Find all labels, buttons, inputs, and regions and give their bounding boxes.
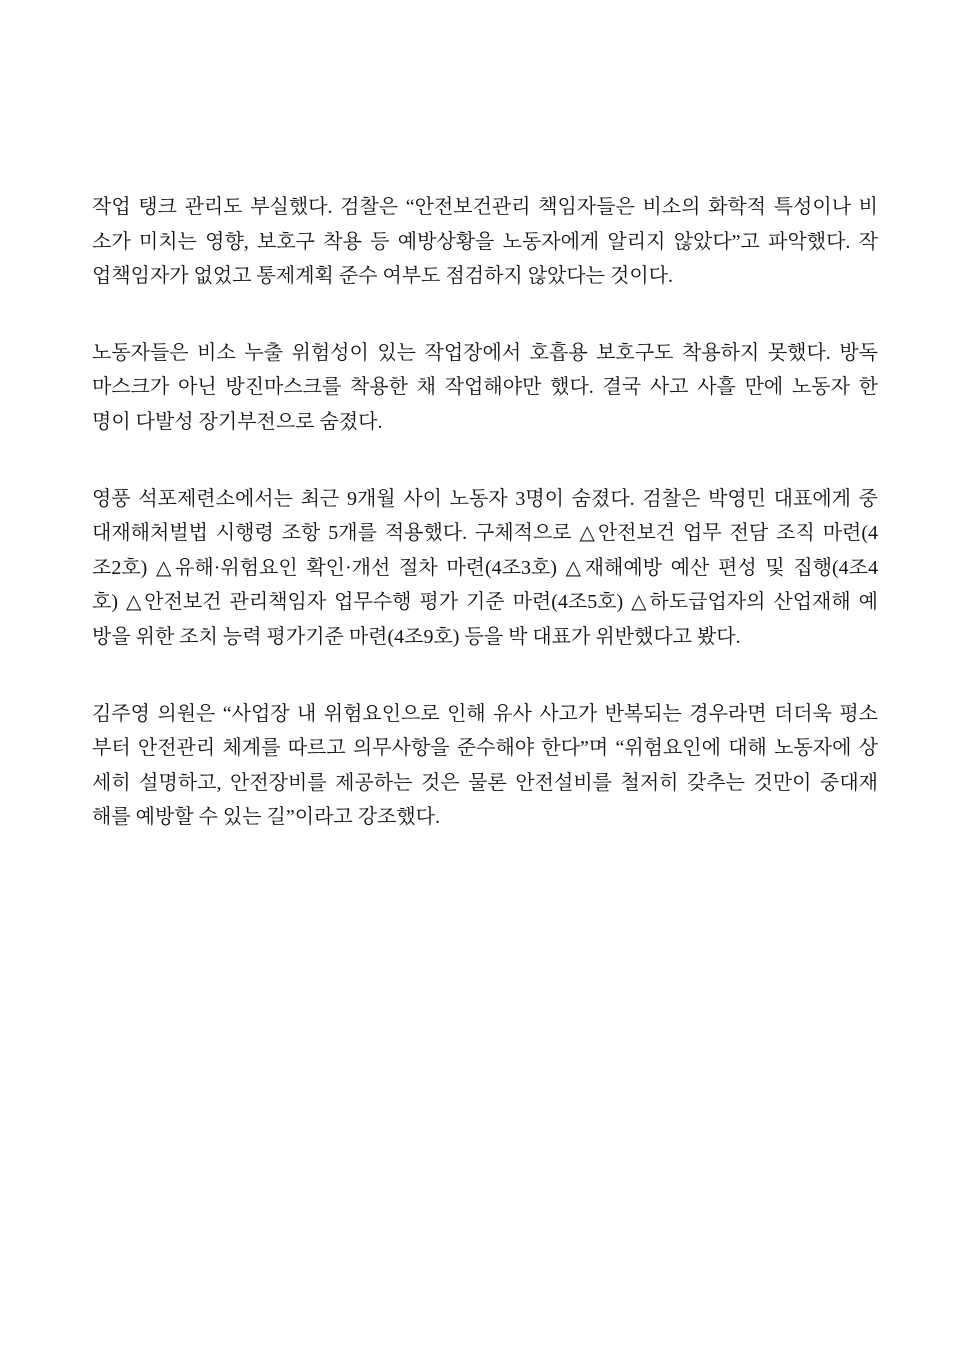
text-line: 마스크가 아닌 방진마스크를 착용한 채 작업해야만 했다. 결국 사고 사흘 만에 노동자 한: [92, 376, 878, 399]
paragraph: [92, 482, 878, 655]
text-line: 세히 설명하고, 안전장비를 제공하는 것은 물론 안전설비를 철저히 갖추는 것만이 중대재: [92, 771, 878, 794]
text-line: 부터 안전관리 체계를 따르고 의무사항을 준수해야 한다”며 “위험요인에 대해 노동자에 상: [92, 737, 878, 760]
text-line: 김주영 의원은 “사업장 내 위험요인으로 인해 유사 사고가 반복되는 경우라면 더더욱 평소: [92, 702, 878, 725]
article-body: [92, 190, 878, 877]
paragraph: [92, 190, 878, 294]
text-line: 노동자들은 비소 누출 위험성이 있는 작업장에서 호흡용 보호구도 착용하지 못했다. 방독: [92, 341, 878, 364]
text-line: 작업 탱크 관리도 부실했다. 검찰은 “안전보건관리 책임자들은 비소의 화학적 특성이나 비: [92, 196, 878, 218]
text-line: 업책임자가 없었고 통제계획 준수 여부도 점검하지 않았다는 것이다.: [92, 265, 673, 288]
text-line: 방을 위한 조치 능력 평가기준 마련(4조9호) 등을 박 대표가 위반했다고 봤다.: [92, 625, 741, 648]
text-line: 해를 예방할 수 있는 길”이라고 강조했다.: [92, 806, 440, 829]
paragraph: [92, 336, 878, 440]
text-line: 영풍 석포제련소에서는 최근 9개월 사이 노동자 3명이 숨졌다. 검찰은 박영민 대표에게 중: [92, 487, 878, 510]
text-line: 호) △안전보건 관리책임자 업무수행 평가 기준 마련(4조5호) △하도급업자의 산업재해 예: [92, 591, 878, 614]
text-line: 명이 다발성 장기부전으로 숨졌다.: [92, 410, 383, 433]
paragraph: [92, 697, 878, 835]
text-line: 소가 미치는 영향, 보호구 착용 등 예방상황을 노동자에게 알리지 않았다”고 파악했다. 작: [92, 230, 878, 253]
text-line: 대재해처벌법 시행령 조항 5개를 적용했다. 구체적으로 △안전보건 업무 전담 조직 마련(4: [92, 522, 878, 545]
text-line: 조2호) △유해·위험요인 확인·개선 절차 마련(4조3호) △재해예방 예산 편성 및 집행(4조4: [92, 556, 878, 579]
